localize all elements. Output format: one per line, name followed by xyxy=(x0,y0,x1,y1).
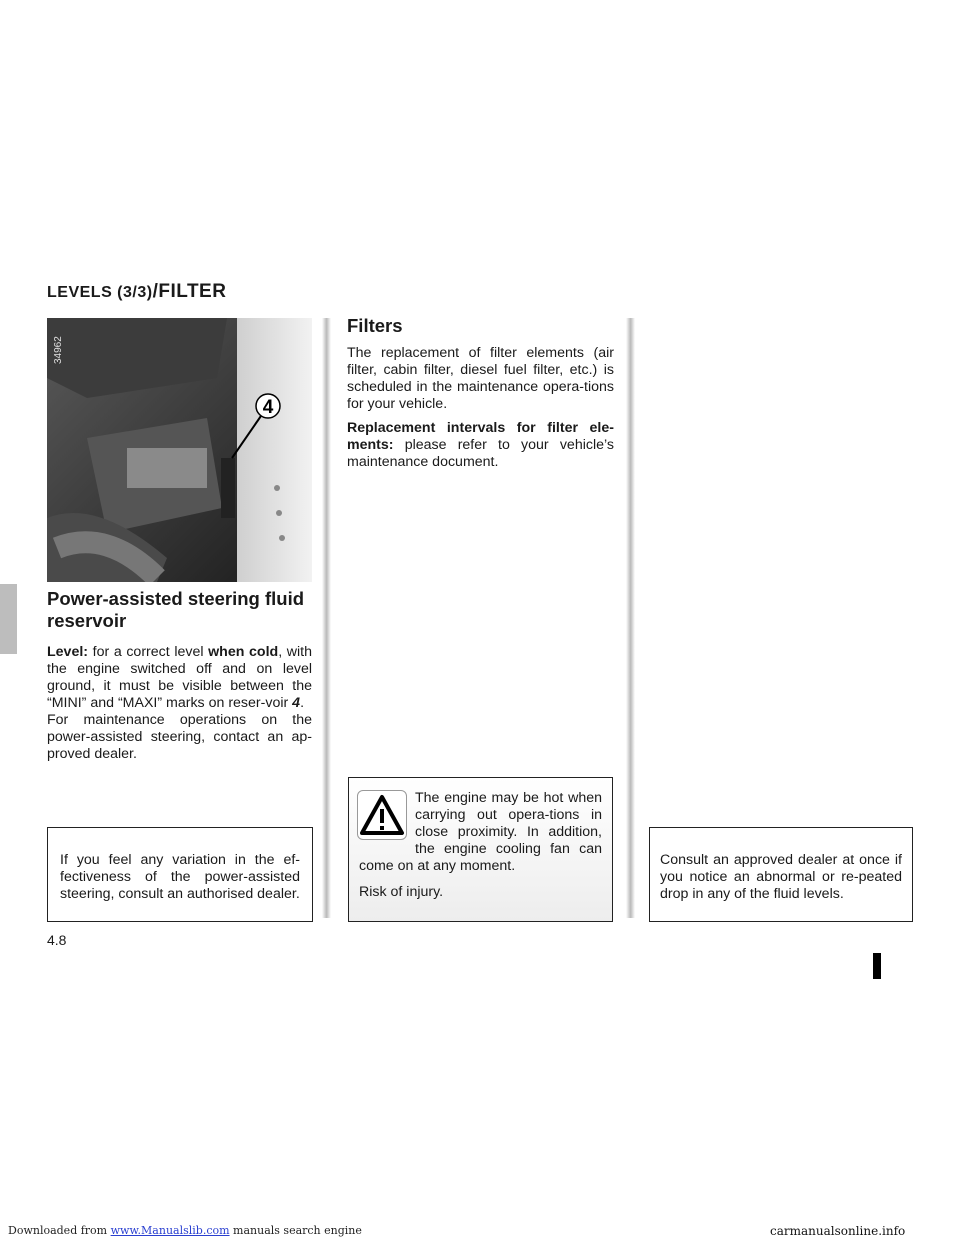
page-title-suffix: /FILTER xyxy=(152,281,227,302)
footer-site-watermark: carmanualsonline.info xyxy=(770,1224,906,1238)
filters-section xyxy=(347,315,614,471)
figure-code: 34962 xyxy=(53,336,64,364)
filters-heading: Filters xyxy=(347,315,403,336)
fluid-levels-note-text: Consult an approved dealer at once if you notice an abnormal or re-peated drop in any of the fluid levels. xyxy=(660,852,902,902)
level-bold: when cold xyxy=(208,644,279,660)
reservoir-ref: 4 xyxy=(292,695,301,711)
warning-triangle-icon xyxy=(357,790,407,840)
level-label: Level: xyxy=(47,644,89,660)
page-title-main: LEVELS (3/3) xyxy=(47,284,153,301)
engine-bay-illustration xyxy=(47,318,312,582)
steering-level-paragraph xyxy=(47,644,312,712)
section-end-mark xyxy=(873,953,881,979)
level-text-a: for a correct level xyxy=(88,644,209,660)
intervals-text: please refer to your vehicle’s maintenance document. xyxy=(347,437,614,470)
page-number: 4.8 xyxy=(47,932,67,948)
chapter-side-tab xyxy=(0,584,17,654)
filters-paragraph-1: The replacement of filter elements (air filter, cabin filter, diesel fuel filter, etc.) is scheduled in the maintenance opera-tions for your vehicle. xyxy=(347,345,614,412)
download-source-line xyxy=(8,1224,362,1237)
callout-number: 4 xyxy=(262,397,274,418)
column-divider-left xyxy=(322,318,331,918)
manualslib-link[interactable]: www.Manualslib.com xyxy=(110,1224,230,1237)
download-prefix: Downloaded from xyxy=(8,1224,111,1237)
steering-section xyxy=(47,588,312,763)
fluid-levels-note-box xyxy=(649,827,913,922)
warning-risk: Risk of injury. xyxy=(359,884,444,900)
steering-maintenance-paragraph: For maintenance operations on the power-assisted steering, contact an ap-proved dealer. xyxy=(47,712,312,762)
intervals-label: Replacement intervals for filter ele-ments: xyxy=(347,420,614,453)
level-text-end: . xyxy=(300,695,305,711)
page-title xyxy=(47,281,226,303)
steering-note-text: If you feel any variation in the ef-fectiveness of the power-assisted steering, consult an authorised dealer. xyxy=(60,852,300,902)
engine-bay-photo xyxy=(47,318,312,582)
steering-note-box xyxy=(47,827,313,922)
warning-box xyxy=(348,777,613,922)
level-text-c: , with the engine switched off and on level ground, it must be visible between the “MINI” and “MAXI” marks on reser-voir xyxy=(47,644,312,711)
steering-heading: Power-assisted steering fluid reservoir xyxy=(47,588,305,631)
warning-text: The engine may be hot when carrying out opera-tions in close proximity. In addition, the engine cooling fan can come on at any moment. xyxy=(359,790,602,874)
column-divider-right xyxy=(626,318,635,918)
filters-paragraph-2 xyxy=(347,420,614,471)
download-suffix: manuals search engine xyxy=(229,1224,362,1237)
